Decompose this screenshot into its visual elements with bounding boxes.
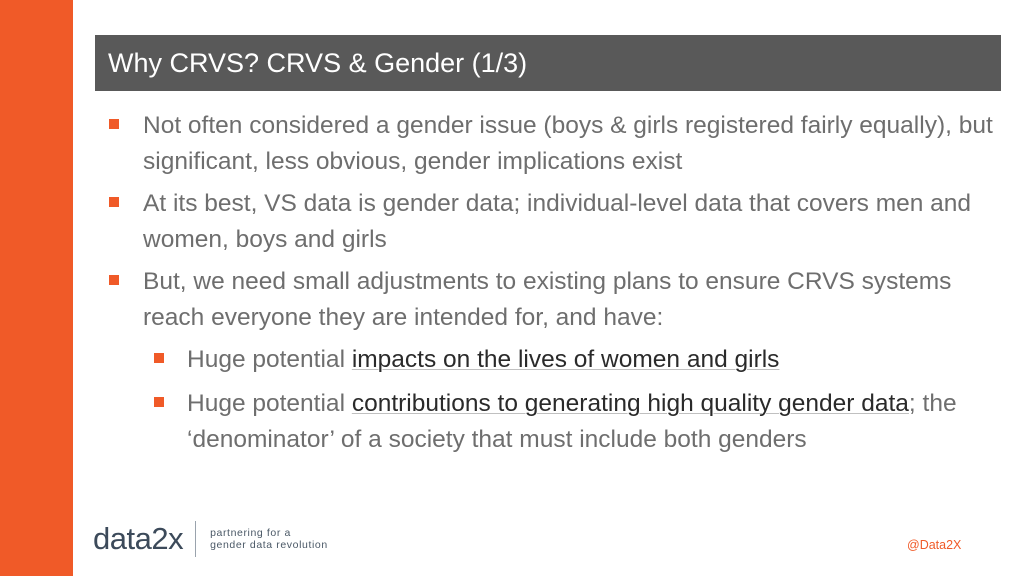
square-bullet-icon	[154, 353, 164, 363]
bullet-item	[105, 186, 1010, 258]
sub-bullet-emphasis: impacts on the lives of women and girls	[351, 346, 780, 373]
sub-bullet-item	[105, 386, 1010, 458]
tagline-line-2: gender data revolution	[210, 539, 328, 551]
square-bullet-icon	[154, 397, 164, 407]
left-accent-bar	[0, 0, 73, 576]
sub-bullet-emphasis: contributions to generating high quality gender data	[351, 390, 909, 417]
bullet-item	[105, 264, 1010, 336]
logo-wordmark: data2x	[93, 521, 184, 556]
bullet-list	[105, 108, 1010, 466]
sub-bullet-prefix: Huge potential	[187, 390, 352, 417]
title-bar	[95, 35, 1001, 91]
square-bullet-icon	[109, 197, 119, 207]
bullet-item	[105, 108, 1010, 180]
sub-bullet-item	[105, 342, 1010, 378]
data2x-logo	[93, 519, 328, 559]
square-bullet-icon	[109, 275, 119, 285]
slide-title: Why CRVS? CRVS & Gender (1/3)	[108, 47, 528, 78]
bullet-text: But, we need small adjustments to existing plans to ensure CRVS systems reach everyone they are intended for, and have:	[143, 268, 952, 331]
bullet-text: At its best, VS data is gender data; individual-level data that covers men and women, boys and girls	[143, 190, 972, 253]
logo-tagline	[210, 527, 328, 551]
tagline-line-1: partnering for a	[210, 527, 291, 539]
bullet-text: Not often considered a gender issue (boys & girls registered fairly equally), but significant, less obvious, gender implications exist	[143, 112, 993, 175]
sub-bullet-prefix: Huge potential	[187, 346, 352, 373]
twitter-handle: @Data2X	[907, 538, 962, 552]
sub-bullet-suffix: ; the ‘denominator’ of a society that must include both genders	[187, 390, 957, 453]
square-bullet-icon	[109, 119, 119, 129]
logo-divider	[195, 521, 196, 557]
